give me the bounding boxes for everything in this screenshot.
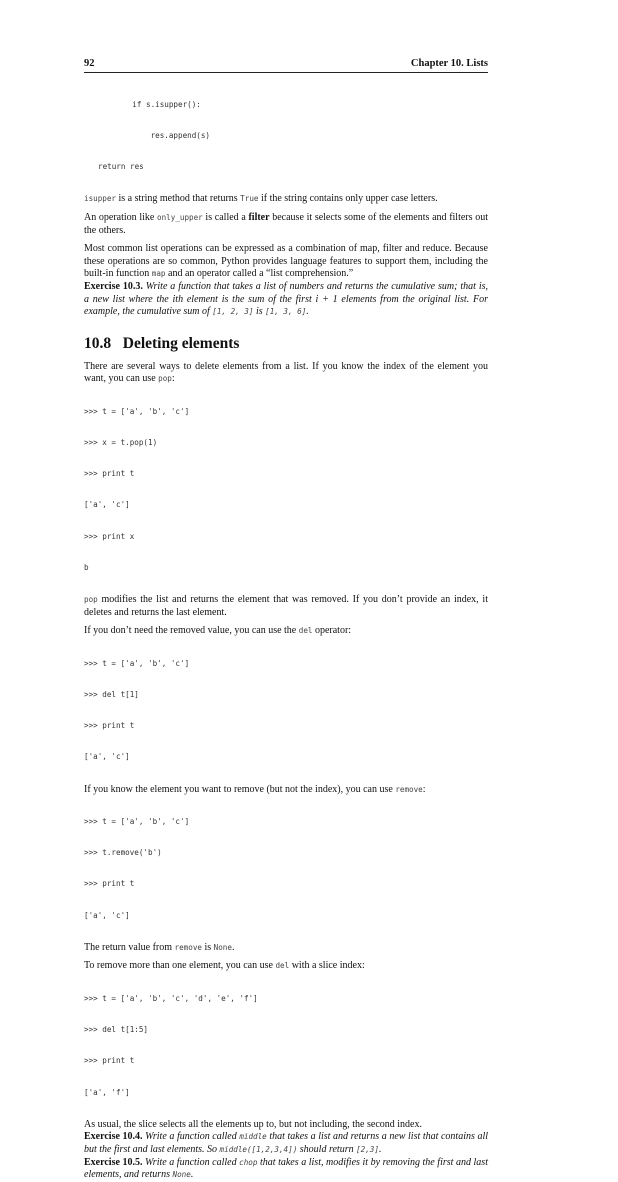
inline-code: pop [84, 595, 98, 605]
text: operator: [312, 625, 352, 637]
section-title: Deleting elements [122, 334, 240, 352]
paragraph-common-operations [84, 243, 488, 281]
inline-code: chop [239, 1157, 258, 1167]
code-line: >>> print t [84, 721, 135, 731]
code-block-top [84, 79, 488, 193]
code-line: >>> print t [84, 879, 135, 889]
text: . [306, 306, 309, 318]
text: elements from the original list. For example, the cumulative sum of [84, 293, 488, 318]
inline-code: remove [395, 784, 423, 794]
inline-code: pop [158, 374, 172, 384]
inline-code: middle [239, 1132, 267, 1142]
code-line: >>> t = ['a', 'b', 'c'] [84, 406, 190, 416]
code-block-slice [84, 973, 488, 1119]
paragraph-filter [84, 212, 488, 237]
text: should return [297, 1143, 357, 1155]
inline-code: [1, 3, 6] [265, 307, 307, 317]
paragraph-pop [84, 594, 488, 619]
text: and an operator called a “list comprehension.” [165, 268, 354, 280]
code-block-remove [84, 796, 488, 942]
text: . [231, 941, 235, 953]
inline-code: [1, 2, 3] [212, 307, 254, 317]
math: i + 1 [315, 293, 338, 305]
text: The return value from [84, 941, 175, 953]
page-number: 92 [84, 58, 95, 69]
text: . [190, 1169, 194, 1181]
code-block-del [84, 638, 488, 784]
code-line: >>> print t [84, 1056, 135, 1066]
text: : [171, 373, 175, 385]
exercise-10-3 [84, 281, 488, 319]
text: Write a function called [142, 1156, 240, 1168]
inline-code: [2,3] [356, 1144, 379, 1154]
code-line: >>> print x [84, 531, 135, 541]
inline-code: map [151, 269, 166, 279]
text: To remove more than one element, you can use [84, 960, 276, 972]
page-header [84, 58, 488, 73]
code-line: >>> t.remove('b') [84, 848, 162, 858]
exercise-label: Exercise 10.5. [84, 1156, 143, 1168]
code-line: ['a', 'f'] [84, 1087, 130, 1097]
text: If you know the element you want to remove (but not the index), you can use [84, 783, 396, 795]
text: because it selects some of the elements and filters out the others. [84, 212, 488, 236]
text: Most common list operations can be expressed as a combination of map, filter and reduce. Because these operations are so common, Python provides language features to support them, including the built-in function [84, 243, 488, 280]
code-line: >>> t = ['a', 'b', 'c'] [84, 658, 190, 668]
text: is [201, 941, 214, 953]
text: . [378, 1143, 382, 1155]
inline-code: True [240, 194, 259, 204]
text: If you don’t need the removed value, you can use the [84, 625, 299, 637]
text: if the string contains only upper case letters. [258, 193, 438, 205]
inline-code: None [172, 1170, 191, 1180]
code-line: >>> del t[1:5] [84, 1025, 149, 1035]
code-line: b [84, 562, 89, 572]
text: Write a function that takes a list of numbers and returns the cumulative sum; that is, a new list where the ith element is the sum of the first [84, 281, 488, 305]
inline-code: only_upper [157, 213, 203, 223]
text: Write a function called [142, 1131, 240, 1143]
code-line: >>> del t[1] [84, 689, 139, 699]
text: is a string method that returns [116, 193, 241, 205]
chapter-title: Chapter 10. Lists [410, 58, 488, 69]
paragraph-slice [84, 960, 488, 973]
section-heading [84, 335, 488, 353]
text: with a slice index: [289, 960, 365, 972]
code-line: if s.isupper(): [114, 99, 201, 109]
book-page [84, 58, 488, 1182]
inline-code: isupper [84, 194, 117, 204]
exercise-label: Exercise 10.4. [84, 1131, 143, 1143]
paragraph-isupper [84, 193, 488, 206]
code-line: >>> x = t.pop(1) [84, 438, 158, 448]
exercise-10-5 [84, 1157, 488, 1182]
bold-term: filter [248, 212, 270, 224]
inline-code: remove [174, 942, 202, 952]
paragraph-del [84, 625, 488, 638]
text: that takes a list, modifies it by removing the first and last elements, and returns [84, 1156, 488, 1181]
text: that takes a list and returns a new list that contains all but the first and last elements. So [84, 1131, 489, 1155]
code-line: ['a', 'c'] [84, 752, 130, 762]
code-line: >>> print t [84, 469, 135, 479]
text: is [253, 306, 266, 318]
inline-code: middle([1,2,3,4]) [219, 1144, 298, 1154]
code-line: >>> t = ['a', 'b', 'c'] [84, 817, 190, 826]
code-line: ['a', 'c'] [84, 500, 130, 510]
section-number: 10.8 [84, 334, 112, 352]
paragraph-intro [84, 361, 488, 386]
paragraph-as-usual: As usual, the slice selects all the elements up to, but not including, the second index. [84, 1118, 422, 1130]
text: modifies the list and returns the element that was removed. If you don’t provide an index, it deletes and returns the last element. [84, 594, 488, 618]
code-line: return res [98, 162, 144, 172]
code-block-pop [84, 386, 488, 594]
inline-code: None [213, 942, 232, 952]
exercise-label: Exercise 10.3. [84, 281, 143, 293]
text: is called a [202, 212, 249, 224]
exercise-10-4 [84, 1131, 488, 1156]
text: There are several ways to delete elements from a list. If you know the index of the element you want, you can use [84, 360, 488, 385]
code-line: ['a', 'c'] [84, 910, 130, 920]
paragraph-return-value [84, 942, 488, 955]
inline-code: del [275, 961, 290, 971]
paragraph-remove [84, 784, 488, 797]
inline-code: del [298, 626, 313, 636]
text: : [422, 783, 426, 795]
code-line: res.append(s) [114, 131, 211, 141]
text: An operation like [84, 212, 158, 224]
code-line: >>> t = ['a', 'b', 'c', 'd', 'e', 'f'] [84, 993, 258, 1003]
